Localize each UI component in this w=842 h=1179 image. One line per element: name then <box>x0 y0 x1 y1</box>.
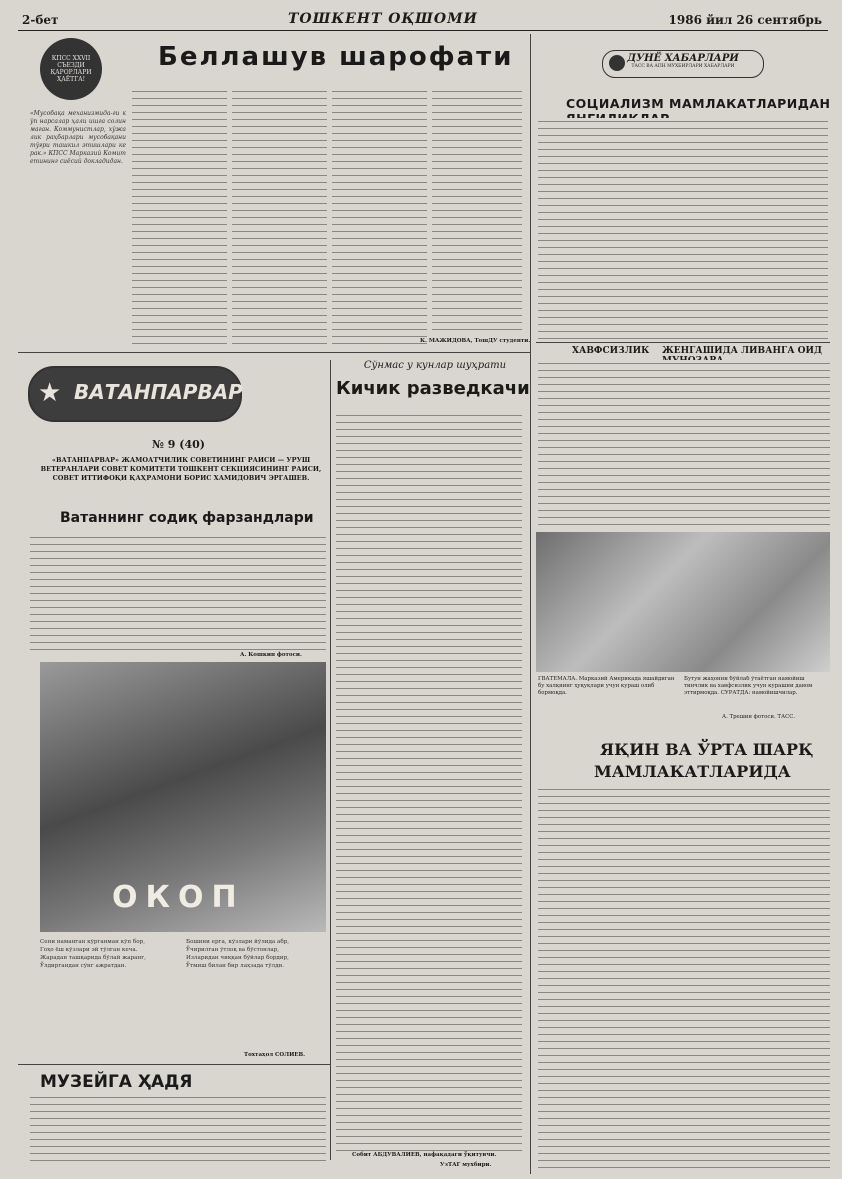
patriot-logo <box>28 366 242 422</box>
world-news-body <box>538 118 828 340</box>
poem-line: Гоҳо ёш кўзлари эй тўлган кеча. <box>40 947 138 953</box>
story-author: Собит АБДУВАЛИЕВ, нафақадаги ўқитувчи. <box>352 1152 497 1158</box>
top-article-author: К. МАЖИДОВА, ТошДУ студенти. <box>420 338 531 344</box>
congress-badge-icon <box>40 38 102 100</box>
lebanon-subtitle: ЖЕНГАШИДА ЛИВАНГА ОИД <box>662 346 823 356</box>
top-article-body-1 <box>132 88 227 348</box>
story-title: Кичик разведкачи <box>336 378 530 399</box>
page-number: 2-бет <box>22 13 59 27</box>
section-rule <box>18 352 530 353</box>
poem-line: Сени наманган кўрганман кўп бор, <box>40 939 146 945</box>
world-logo-text: ДУНЁ ХАБАРЛАРИ <box>627 53 739 64</box>
poem-title: ОКОП <box>112 880 245 915</box>
poem-line: Жарадан ташқарида бўлай жаранг, <box>40 955 146 961</box>
poem-line: Ўтмиш билан бир лаҳзада тўлди. <box>186 963 285 969</box>
top-article-body-4 <box>432 88 522 336</box>
poem-left <box>40 938 180 1048</box>
photo-credit: А. Трешин фотоси. ТАСС. <box>722 714 796 720</box>
mideast-title-2: МАМЛАКАТЛАРИДА <box>594 762 791 781</box>
poem-author: Тохтаҳол СОЛИЕВ. <box>244 1052 306 1058</box>
top-article-body-2 <box>232 88 327 348</box>
article-author: А. Кошкин фотоси. <box>240 652 302 658</box>
top-article-title: Беллашув шарофати <box>158 42 514 72</box>
patriot-issue: № 9 (40) <box>152 438 205 451</box>
security-subtitle: ХАВФСИЗЛИК <box>572 346 650 356</box>
museum-title: МУЗЕЙГА ҲАДЯ <box>40 1072 193 1092</box>
top-article-body-3 <box>332 88 427 348</box>
story-body <box>336 412 522 1152</box>
globe-icon <box>609 55 625 71</box>
museum-rule <box>18 1064 330 1065</box>
mideast-body <box>538 786 830 1172</box>
article-title: Ватаннинг содиқ фарзандлари <box>60 510 314 526</box>
world-news-title: СОЦИАЛИЗМ МАМЛАКАТЛАРИДАН <box>566 96 831 111</box>
newspaper-name: ТОШКЕНТ ОҚШОМИ <box>288 11 478 27</box>
world-news-logo <box>602 50 764 78</box>
poem-right <box>186 938 326 1048</box>
world-logo-sub: ТАСС ВА АПН МУХБИРЛАРИ ХАБАРЛАРИ <box>631 64 735 69</box>
photo-caption-left: ГВАТЕМАЛА. Марказий Америкада яшайдиган бу халқнинг ҳуқуқлари учун кураш олиб бормоқда. <box>538 676 675 696</box>
world-rule <box>536 342 830 343</box>
page-header <box>18 10 828 31</box>
security-body <box>538 360 830 530</box>
poem-line: Ўчирилган ўтлоқ ва бўстонлар, <box>186 947 280 953</box>
demonstration-photo <box>536 532 830 672</box>
poem-line: Изларидан чиққан бўйлар бордир, <box>186 955 289 961</box>
badge-text: КПСС ХХVII СЪЕЗДИ ҚАРОРЛАРИ ҲАЁТГА! <box>50 55 92 83</box>
poem-line: Ўлдиргандан сўнг ажратдан. <box>40 963 127 969</box>
top-article-lead: «Мусобақа механизмида-ги кўп нарсалар ҳали ишга солинмаган. Коммунистлар, хўжалик раҳбарлари мусобақани тўғри ташкил этишлари керак.» КПСС Марказий Комитетининг сиёсий докладидан. <box>30 110 126 165</box>
patriot-rule <box>330 360 331 1160</box>
museum-body <box>30 1094 326 1164</box>
museum-author: УзТАГ мухбири. <box>440 1162 492 1168</box>
photo-caption-right: Бутун жаҳонни бўйлаб ўтаётган намойиш тинчлик ва хавфсизлик учун курашни давом эттирмоқда. СУРАТДА: намойишчилар. <box>684 676 813 696</box>
patriot-subtitle: «ВАТАНПАРВАР» ЖАМОАТЧИЛИК СОВЕТИНИНГ РАИСИ — УРУШ ВЕТЕРАНЛАРИ СОВЕТ КОМИТЕТИ ТОШКЕНТ СЕКЦИЯСИНИНГ РАИСИ, СОВЕТ ИТТИФОҚИ ҚАҲРАМОНИ БОРИС ХАМИДОВИЧ ЭРГАШЕВ. <box>40 456 322 482</box>
mideast-title-1: ЯҚИН ВА ЎРТА ШАРҚ <box>600 740 814 759</box>
patriot-logo-text: ВАТАНПАРВАР <box>74 380 243 404</box>
issue-date: 1986 йил 26 сентябрь <box>668 13 822 27</box>
poem-line: Бошини ерга, кўзлари йўлида абр, <box>186 939 290 945</box>
patriot-rubric: Сўнмас у кунлар шуҳрати <box>363 360 507 371</box>
article-body <box>30 534 326 652</box>
column-rule <box>530 34 531 1174</box>
star-icon: ★ <box>38 378 62 408</box>
